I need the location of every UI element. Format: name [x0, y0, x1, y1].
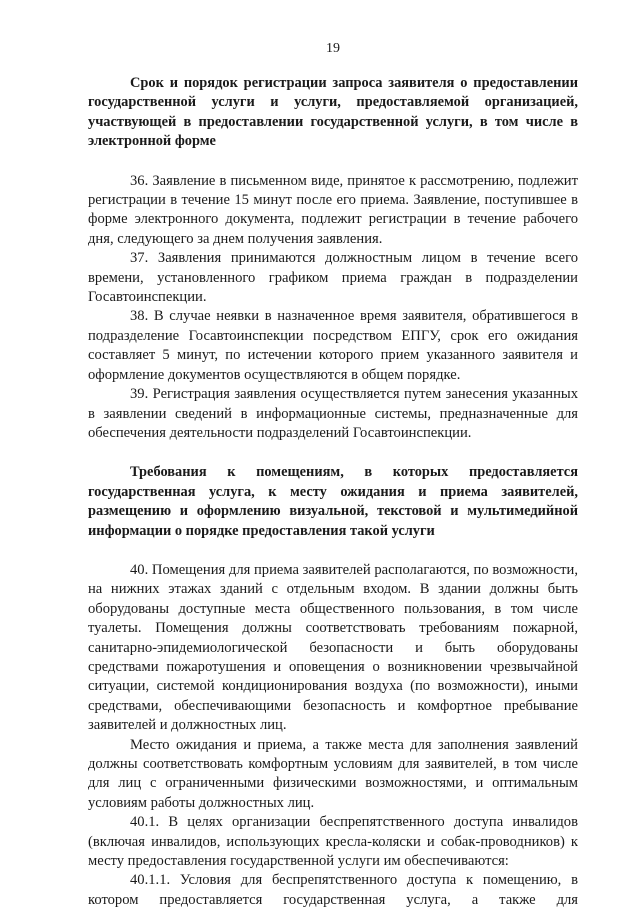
- spacer: [88, 443, 578, 463]
- spacer: [88, 152, 578, 172]
- paragraph-39: 39. Регистрация заявления осуществляется путем занесения указанных в заявлении сведений в информационные системы, предназначенные для обеспечения деятельности подразделений Госавтоинспекции.: [88, 386, 578, 441]
- paragraph-38: 38. В случае неявки в назначенное время заявителя, обратившегося в подразделение Госавтоинспекции посредством ЕПГУ, срок его ожидания составляет 5 минут, по истечении которого прием указанного заявителя и оформление документов осуществляются в общем порядке.: [88, 308, 578, 383]
- paragraph-40-1: 40.1. В целях организации беспрепятственного доступа инвалидов (включая инвалидов, использующих кресла-коляски и собак-проводников) к месту предоставления государственной услуги им обеспечиваются:: [88, 814, 578, 870]
- spacer: [88, 541, 578, 561]
- page-number: 19: [326, 41, 340, 56]
- section-heading-registration: Срок и порядок регистрации запроса заявителя о предоставлении государственной услуги и услуги, предоставляемой организацией, участвующей в предоставлении государственной услуги, в том числе в электронной форме: [88, 75, 578, 150]
- paragraph-40: 40. Помещения для приема заявителей располагаются, по возможности, на нижних этажах зданий с отдельным входом. В здании должны быть оборудованы доступные места общественного пользования, в том числе туалеты. Помещения должны соответствовать требованиям пожарной, санитарно-эпидемиологической безопасности и быть оборудованы средствами пожаротушения и оповещения о возникновении чрезвычайной ситуации, системой кондиционирования воздуха (по возможности), иными средствами, обеспечивающими безопасность и комфортное пребывание заявителей и должностных лиц.: [88, 561, 578, 734]
- section-heading-premises: Требования к помещениям, в которых предоставляется государственная услуга, к месту ожидания и приема заявителей, размещению и оформлению визуальной, текстовой и мультимедийной информации о порядке предоставления такой услуги: [88, 464, 578, 539]
- paragraph-36: 36. Заявление в письменном виде, принятое к рассмотрению, подлежит регистрации в течение 15 минут после его приема. Заявление, поступившее в форме электронного документа, подлежит регистрации в течение рабочего дня, следующего за днем получения заявления.: [88, 172, 578, 247]
- paragraph-waiting-place: Место ожидания и приема, а также места для заполнения заявлений должны соответствовать комфортным условиям для заявителей, в том числе для лиц с ограниченными физическими возможностями, и оптимальным условиям работы должностных лиц.: [88, 736, 578, 811]
- paragraph-40-1-1: 40.1.1. Условия для беспрепятственного доступа к помещению, в котором предоставляется государственная услуга, а также для: [88, 872, 578, 908]
- paragraph-37: 37. Заявления принимаются должностным лицом в течение всего времени, установленного графиком приема граждан в подразделении Госавтоинспекции.: [88, 250, 578, 306]
